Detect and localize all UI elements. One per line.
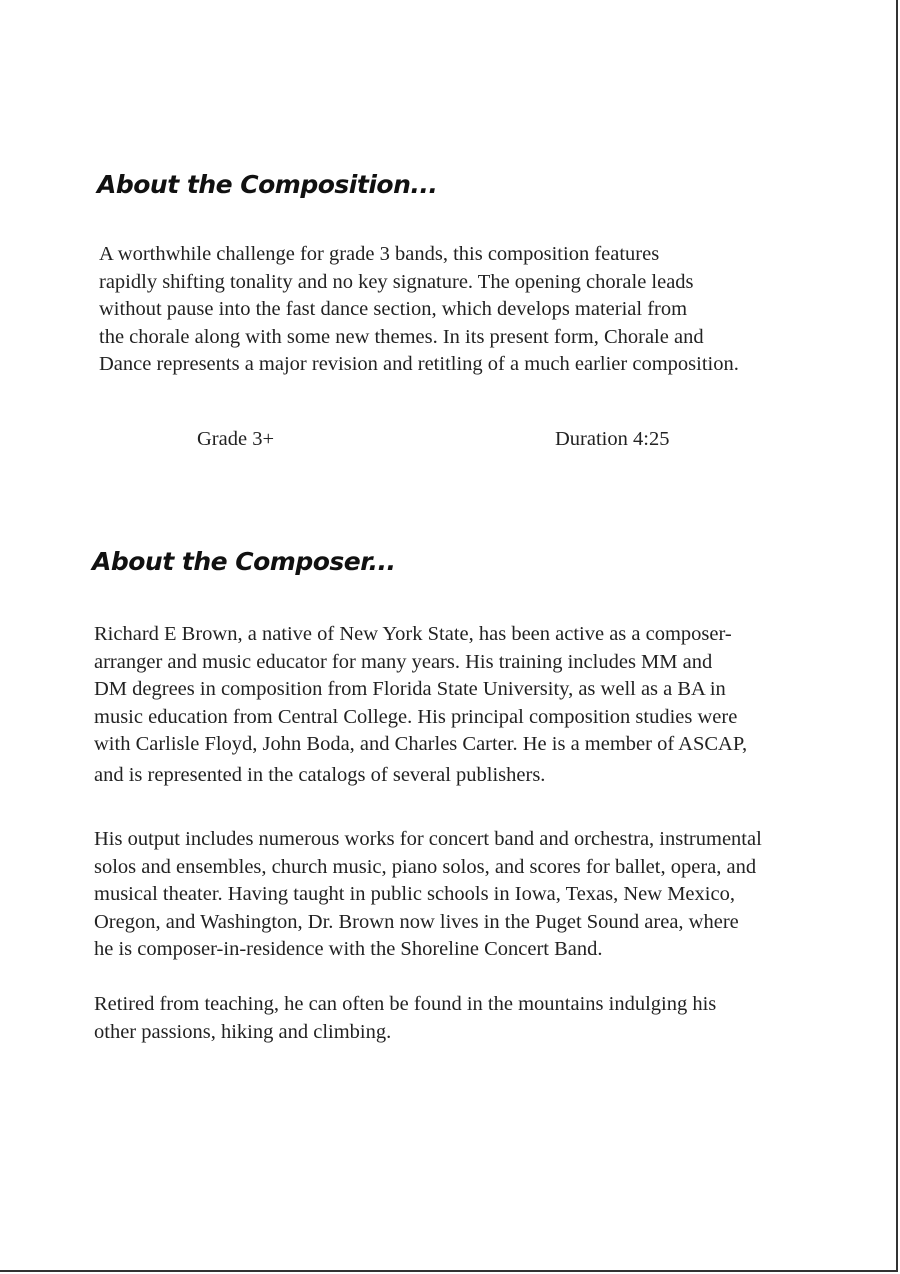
composition-line: A worthwhile challenge for grade 3 bands, this composition features — [99, 243, 660, 265]
bio-line: he is composer-in-residence with the Shoreline Concert Band. — [94, 938, 603, 960]
duration-label: Duration 4:25 — [555, 428, 670, 450]
bio-line: with Carlisle Floyd, John Boda, and Charles Carter. He is a member of ASCAP, — [94, 733, 748, 755]
bio-line: Oregon, and Washington, Dr. Brown now lives in the Puget Sound area, where — [94, 910, 739, 933]
composition-heading: About the Composition... — [97, 170, 438, 199]
bio-line: Retired from teaching, he can often be found in the mountains indulging his — [94, 993, 717, 1015]
composition-line: Dance represents a major revision and retitling of a much earlier composition. — [99, 353, 739, 375]
composition-line: without pause into the fast dance section, which develops material from — [99, 298, 688, 320]
bio-line: music education from Central College. His principal composition studies were — [94, 705, 738, 728]
grade-label: Grade 3+ — [197, 428, 275, 450]
bio-line: musical theater. Having taught in public schools in Iowa, Texas, New Mexico, — [94, 883, 735, 905]
bio-line: other passions, hiking and climbing. — [94, 1020, 392, 1043]
composer-heading: About the Composer... — [92, 547, 396, 576]
bio-line: DM degrees in composition from Florida State University, as well as a BA in — [94, 678, 726, 700]
bio-line: and is represented in the catalogs of several publishers. — [94, 763, 546, 786]
composition-line: the chorale along with some new themes. In its present form, Chorale and — [99, 325, 704, 348]
composer-bio-paragraph-1 — [94, 621, 747, 789]
bio-line: arranger and music educator for many years. His training includes MM and — [94, 650, 713, 673]
bio-line: Richard E Brown, a native of New York State, has been active as a composer- — [94, 623, 732, 645]
composer-bio-paragraph-2 — [94, 826, 762, 964]
composer-bio-paragraph-3 — [94, 991, 716, 1046]
bio-line: His output includes numerous works for concert band and orchestra, instrumental — [94, 828, 762, 850]
bio-line: solos and ensembles, church music, piano solos, and scores for ballet, opera, and — [94, 855, 757, 878]
composition-description — [99, 241, 739, 379]
composition-line: rapidly shifting tonality and no key signature. The opening chorale leads — [99, 270, 694, 293]
